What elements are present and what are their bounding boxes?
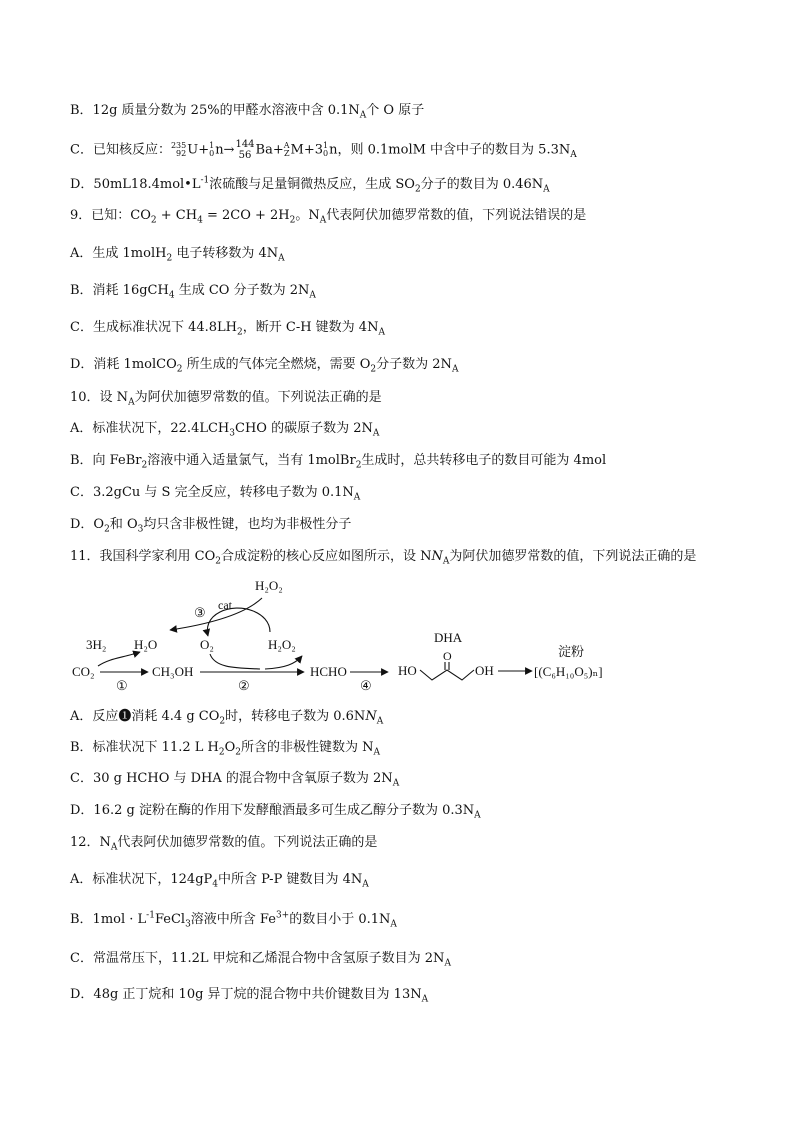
step-3-label: ③: [194, 605, 206, 620]
co2-label: CO₂: [72, 664, 95, 679]
dha-skeleton: [420, 670, 474, 680]
q10-option-b: B．向 FeBr$_2$溶液中通入适量氯气，当有 1molBr$_2$生成时，总共转移电子的数目可能为 4mol: [70, 453, 607, 471]
hcho-label: HCHO: [310, 664, 347, 679]
q9-stem: 9．已知：$CO_2 + CH_4 = 2CO + 2H_2$。$N_A$代表阿伏加德罗常数的值，下列说法错误的是: [70, 208, 587, 226]
barium-nuclide-numbers: 144 56: [235, 139, 255, 161]
step-4-label: ④: [360, 678, 372, 693]
q12-option-a: A．标准状况下，$124gP_4$中所含 P-P 键数目为 $4N_A$: [70, 872, 369, 890]
arrow-to-h2o2-right: [265, 656, 302, 669]
q10-option-d: D．$O_2$和 $O_3$均只含非极性键，也均为非极性分子: [70, 517, 352, 535]
q9-option-b: B．消耗 16gCH$_4$ 生成 CO 分子数为 $2N_A$: [70, 283, 316, 301]
q9-option-d: D．消耗 1molCO$_2$ 所生成的气体完全燃烧，需要 $O_2$分子数为 $2N_A$: [70, 357, 459, 375]
uranium-nuclide-numbers: 235 92: [170, 141, 187, 158]
dha-carbonyl-o: O: [443, 649, 452, 663]
cat-label: cat: [218, 598, 232, 612]
h2-label: 3H₂: [86, 637, 107, 652]
dha-ho-label: HO: [398, 663, 417, 678]
q12-option-d: D．48g 正丁烷和 10g 异丁烷的混合物中共价键数目为 $13N_A$: [70, 987, 429, 1005]
arrow-h2-curve: [98, 652, 140, 666]
starch-label: 淀粉: [558, 644, 585, 659]
dha-label: DHA: [434, 630, 463, 645]
starch-synthesis-diagram: [70, 572, 730, 702]
h2o2-top-label: H₂O₂: [255, 578, 283, 593]
q12-option-b: B．$1mol \cdot L^{-1}FeCl_3$溶液中所含 $Fe^{3+}$的数目小于 $0.1N_A$: [70, 910, 397, 930]
q9-option-c: C．生成标准状况下 $44.8LH_2$，断开 C-H 键数为 $4N_A$: [70, 320, 385, 338]
q11-option-d: D．16.2 g 淀粉在酶的作用下发酵酿酒最多可生成乙醇分子数为 $0.3N_A$: [70, 803, 481, 821]
step-2-label: ②: [238, 678, 250, 693]
q12-option-c: C．常温常压下，11.2L 甲烷和乙烯混合物中含氢原子数目为 $2N_A$: [70, 951, 451, 969]
o2-label: O₂: [200, 637, 214, 652]
q12-stem: 12．$N_A$代表阿伏加德罗常数的值。下列说法正确的是: [70, 835, 378, 853]
q10-option-c: C．3.2gCu 与 S 完全反应，转移电子数为 $0.1N_A$: [70, 485, 361, 503]
dha-oh-label: OH: [475, 663, 494, 678]
q8-option-d: D．$50mL18.4mol•L^{-1}$浓硫酸与足量铜微热反应，生成 $SO_2$分子的数目为 $0.46N_A$: [70, 175, 550, 195]
q11-option-c: C．30 g HCHO 与 DHA 的混合物中含氧原子数为 $2N_A$: [70, 771, 400, 789]
step-1-label: ①: [116, 678, 128, 693]
ch3oh-label: CH₃OH: [152, 664, 194, 679]
q8-option-c: C．已知核反应： 235 92 U+ 1 0 n→ 144 56 Ba+ A Z M+3 1 0 n，则 0.1molM 中含中子的数目为 $5.3N_A$: [70, 139, 577, 161]
arrow-o2-loop: [210, 654, 260, 669]
q10-stem: 10．设 $N_A$为阿伏加德罗常数的值。下列说法正确的是: [70, 390, 382, 408]
starch-formula: [(C₆H₁₀O₅)ₙ]: [534, 664, 603, 679]
q8-option-b: B．12g 质量分数为 25%的甲醛水溶液中含 $0.1N_A$个 O 原子: [70, 103, 425, 121]
q11-stem: 11．我国科学家利用 $CO_2$合成淀粉的核心反应如图所示，设 $NN_A$为阿伏加德罗常数的值，下列说法正确的是: [70, 549, 697, 567]
q11-option-b: B．标准状况下 11.2 L $H_2O_2$所含的非极性键数为 $N_A$: [70, 740, 381, 758]
q9-option-a: A．生成 1molH$_2$ 电子转移数为 $4N_A$: [70, 246, 285, 264]
q10-option-a: A．标准状况下，$22.4LCH_3CHO$ 的碳原子数为 $2N_A$: [70, 421, 380, 439]
q11-option-a: A．反应❶消耗 4.4 g $CO_2$时，转移电子数为 $0.6NN_A$: [70, 709, 384, 727]
h2o-label: H₂O: [134, 637, 158, 652]
h2o2-right-label: H₂O₂: [268, 637, 296, 652]
